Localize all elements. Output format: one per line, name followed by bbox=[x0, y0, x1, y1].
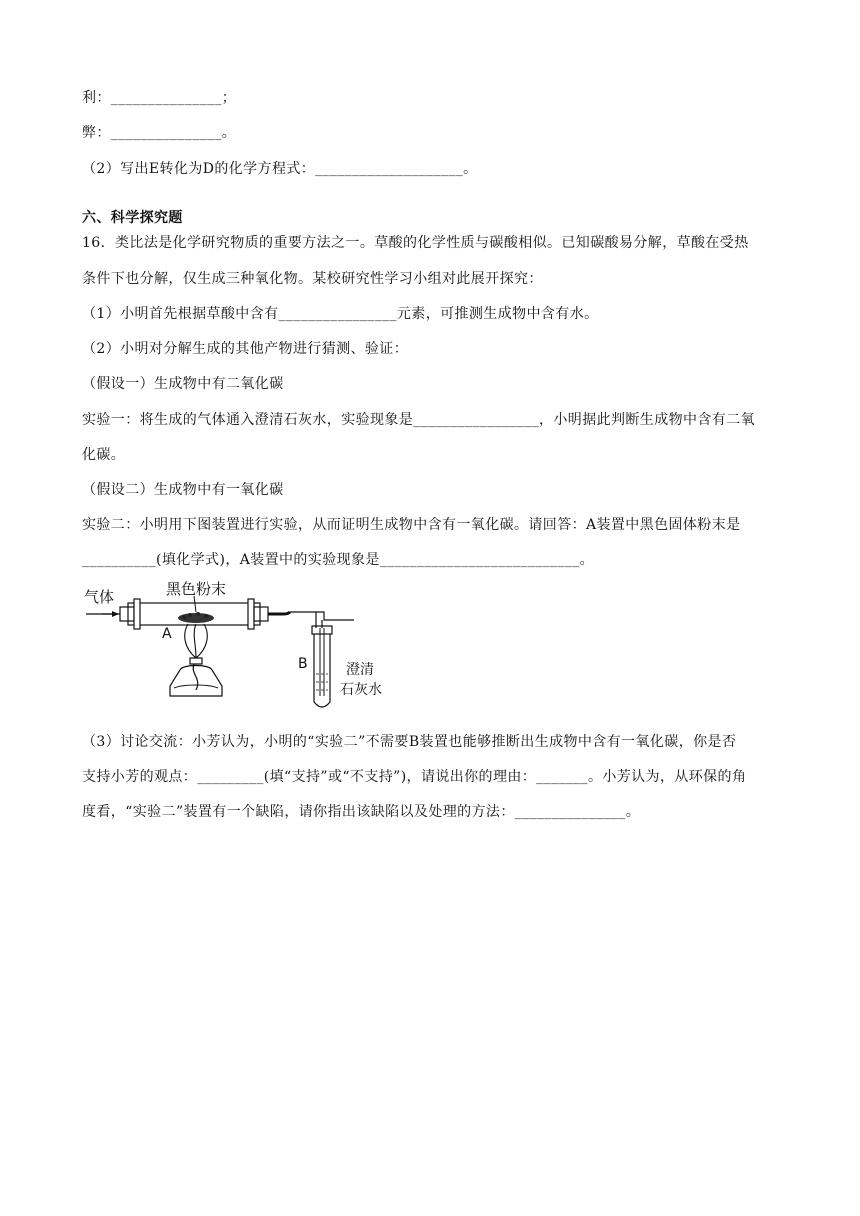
experiment-1-line2: 化碳。 bbox=[82, 447, 126, 463]
experiment-1-line1: 实验一：将生成的气体通入澄清石灰水，实验现象是_________________，小明据此判断生成物中含有二氧 bbox=[82, 412, 755, 428]
question-16-part-3-line2: 支持小芳的观点：_________(填“支持”或“不支持”)，请说出你的理由：_______。小芳认为，从环保的角 bbox=[82, 769, 747, 785]
question-16-part-3-line1: （3）讨论交流：小芳认为，小明的“实验二”不需要B装置也能够推断出生成物中含有一氧化碳，你是否 bbox=[82, 734, 737, 750]
test-tube-b bbox=[312, 626, 332, 707]
experiment-2-line1: 实验二：小明用下图装置进行实验，从而证明生成物中含有一氧化碳。请回答：A装置中黑色固体粉末是 bbox=[82, 517, 741, 533]
lime-water-label-2: 石灰水 bbox=[340, 682, 382, 698]
question-16-part-3-line3: 度看，“实验二”装置有一个缺陷，请你指出该缺陷以及处理的方法：_______________。 bbox=[82, 804, 641, 820]
question-16-part-2: （2）小明对分解生成的其他产物进行猜测、验证： bbox=[82, 341, 409, 357]
black-powder bbox=[178, 612, 214, 623]
section-title: 六、科学探究题 bbox=[82, 210, 183, 226]
alcohol-burner bbox=[170, 624, 222, 696]
question-16-part-1: （1）小明首先根据草酸中含有________________元素，可推测生成物中含有水。 bbox=[82, 306, 599, 322]
experiment-2-line2: __________(填化学式)，A装置中的实验现象是___________________________。 bbox=[82, 552, 595, 568]
answer-line-advantage: 利：_______________； bbox=[82, 90, 237, 106]
hypothesis-1: （假设一）生成物中有二氧化碳 bbox=[82, 376, 284, 392]
question-16-stem-line1: 16．类比法是化学研究物质的重要方法之一。草酸的化学性质与碳酸相似。已知碳酸易分解，草酸在受热 bbox=[82, 235, 749, 251]
powder-label: 黑色粉末 bbox=[166, 580, 227, 598]
lime-water-label-1: 澄清 bbox=[346, 662, 374, 678]
question-part-2-equation: （2）写出E转化为D的化学方程式：____________________。 bbox=[82, 161, 478, 177]
label-a: A bbox=[162, 626, 172, 642]
hypothesis-2: （假设二）生成物中有一氧化碳 bbox=[82, 482, 284, 498]
apparatus-figure bbox=[84, 578, 384, 718]
gas-label: 气体 bbox=[84, 588, 115, 606]
answer-line-disadvantage: 弊：_______________。 bbox=[82, 125, 237, 141]
question-16-stem-line2: 条件下也分解，仅生成三种氧化物。某校研究性学习小组对此展开探究： bbox=[82, 271, 543, 287]
label-b: B bbox=[298, 656, 308, 672]
